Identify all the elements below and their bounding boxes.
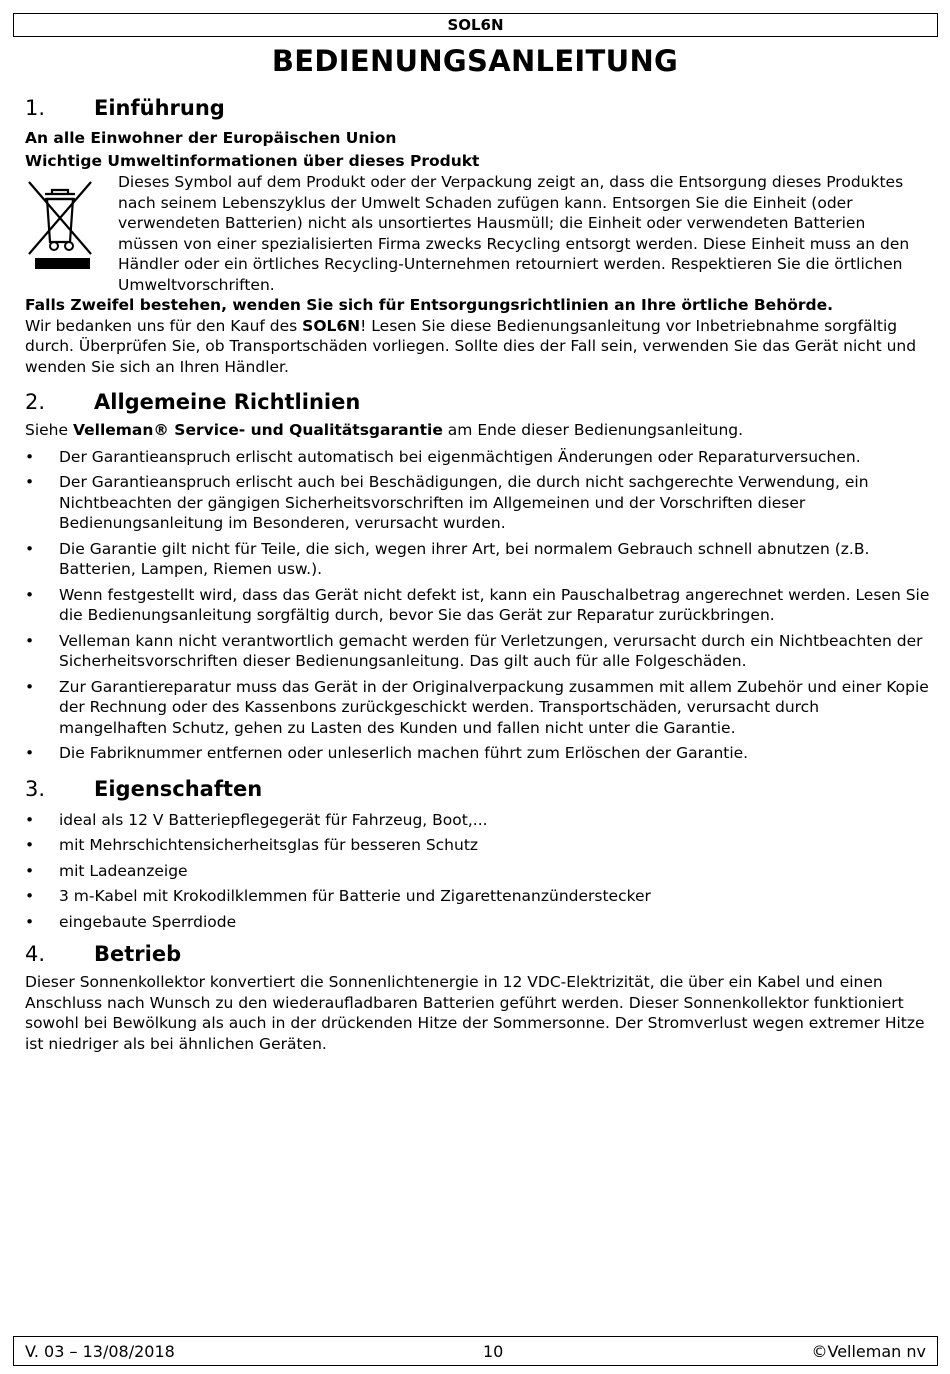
list-item-text: Der Garantieanspruch erlischt automatisch bei eigenmächtigen Änderungen oder Reparaturversuchen. xyxy=(59,447,861,466)
section-number: 4. xyxy=(25,942,46,966)
bullet: • xyxy=(25,912,35,931)
section-number: 3. xyxy=(25,776,46,801)
section-title: Allgemeine Richtlinien xyxy=(94,390,361,414)
section-number: 1. xyxy=(25,96,46,120)
intro-text-rest: am Ende dieser Bedienungsanleitung. xyxy=(442,421,744,439)
bullet: • xyxy=(25,744,35,762)
section-2-heading xyxy=(25,386,930,418)
doubt-notice: Falls Zweifel bestehen, wenden Sie sich für Entsorgungsrichtlinien an Ihre örtliche Behörde. xyxy=(25,296,834,314)
list-item xyxy=(25,835,930,856)
main-content xyxy=(25,92,930,1054)
section-4-heading xyxy=(25,938,930,970)
list-item xyxy=(25,585,930,626)
footer-version: V. 03 – 13/08/2018 xyxy=(25,1341,175,1361)
section-title: Betrieb xyxy=(94,942,182,966)
operation-text: Dieser Sonnenkollektor konvertiert die Sonnenlichtenergie in 12 VDC-Elektrizität, die über ein Kabel und einen Anschluss nach Wunsch zu den wiederaufladbaren Batterien geführt werden. Dieser Sonnenkollektor funktioniert sowohl bei Bewölkung als auch in der drückenden Hitze der Sommersonne. Der Stromverlust wegen extremer Hitze ist niedriger als bei ähnlichen Geräten. xyxy=(25,973,925,1053)
bullet: • xyxy=(25,810,35,829)
thanks-model: SOL6N xyxy=(302,316,361,335)
section-number: 2. xyxy=(25,390,46,414)
list-item xyxy=(25,472,930,534)
footer-copyright: ©Velleman nv xyxy=(811,1341,926,1361)
weee-block xyxy=(25,172,930,295)
guarantee-link-text: Velleman® Service- und Qualitätsgarantie xyxy=(72,421,443,439)
thanks-text-rest: ! Lesen Sie diese Bedienungsanleitung vor Inbetriebnahme sorgfältig durch. Überprüfen Sie, ob Transportschäden vorliegen. Sollte dies der Fall sein, verwenden Sie das Gerät nicht und wenden Sie sich an Ihren Händler. xyxy=(25,316,917,376)
list-item xyxy=(25,631,930,672)
list-item-text: 3 m-Kabel mit Krokodilklemmen für Batterie und Zigarettenanzünderstecker xyxy=(59,887,651,905)
bullet: • xyxy=(25,447,35,466)
page-header xyxy=(13,13,938,37)
section-title: Einführung xyxy=(94,96,225,120)
list-item-text: ideal als 12 V Batteriepflegegerät für Fahrzeug, Boot,... xyxy=(59,810,488,829)
header-model: SOL6N xyxy=(447,16,504,34)
list-item xyxy=(25,743,930,764)
list-item xyxy=(25,447,930,468)
bullet: • xyxy=(25,887,35,905)
list-item-text: Wenn festgestellt wird, dass das Gerät nicht defekt ist, kann ein Pauschalbetrag angerechnet werden. Lesen Sie die Bedienungsanleitung sorgfältig durch, bevor Sie das Gerät zur Reparatur zurückbringen. xyxy=(59,585,930,624)
eu-residents-line: An alle Einwohner der Europäischen Union xyxy=(25,129,397,147)
features-list xyxy=(25,810,930,933)
list-item-text: eingebaute Sperrdiode xyxy=(59,912,237,931)
bullet: • xyxy=(25,677,35,696)
page-title: BEDIENUNGSANLEITUNG xyxy=(271,44,679,78)
section-1-heading xyxy=(25,92,930,124)
footer-page-number: 10 xyxy=(482,1341,504,1361)
list-item xyxy=(25,539,930,580)
environment-info-line: Wichtige Umweltinformationen über dieses Produkt xyxy=(25,151,480,170)
bullet: • xyxy=(25,539,35,558)
section-3-heading xyxy=(25,773,930,805)
bullet: • xyxy=(25,631,35,650)
list-item-text: Der Garantieanspruch erlischt auch bei Beschädigungen, die durch nicht sachgerechte Verwendung, ein Nichtbeachten der gängigen Sicherheitsvorschriften im Allgemeinen und der Vorschriften dieser Bedienungsanleitung im Besonderen, verursacht wurden. xyxy=(59,473,869,532)
list-item-text: mit Ladeanzeige xyxy=(59,861,188,880)
bullet: • xyxy=(25,836,35,854)
thanks-paragraph xyxy=(25,316,930,378)
crossed-out-wheelie-bin-icon xyxy=(25,172,118,295)
list-item-text: Die Fabriknummer entfernen oder unleserlich machen führt zum Erlöschen der Garantie. xyxy=(59,744,749,762)
list-item-text: mit Mehrschichtensicherheitsglas für besseren Schutz xyxy=(59,836,479,854)
list-item xyxy=(25,677,930,739)
list-item xyxy=(25,861,930,882)
list-item-text: Zur Garantiereparatur muss das Gerät in der Originalverpackung zusammen mit allem Zubehör und einer Kopie der Rechnung oder des Kassenbons zurückgeschickt werden. Transportschäden, verursacht durch mangelhaften Schutz, gehen zu Lasten des Kunden und fallen nicht unter die Garantie. xyxy=(59,677,929,737)
guarantee-list xyxy=(25,447,930,764)
intro-text: Siehe xyxy=(25,421,73,439)
weee-text: Dieses Symbol auf dem Produkt oder der Verpackung zeigt an, dass die Entsorgung dieses Produktes nach seinem Lebenszyklus der Umwelt Schaden zufügen kann. Entsorgen Sie die Einheit (oder verwendeten Batterien) nicht als unsortiertes Hausmüll; die Einheit oder verwendeten Batterien müssen von einer spezialisierten Firma zwecks Recycling entsorgt werden. Diese Einheit muss an den Händler oder ein örtliches Recycling-Unternehmen retourniert werden. Respektieren Sie die örtlichen Umweltvorschriften. xyxy=(118,173,910,294)
page-footer xyxy=(13,1336,938,1366)
list-item xyxy=(25,912,930,933)
bullet: • xyxy=(25,473,35,491)
guarantee-intro xyxy=(25,420,930,441)
thanks-text: Wir bedanken uns für den Kauf des xyxy=(25,316,303,335)
list-item xyxy=(25,886,930,907)
list-item-text: Velleman kann nicht verantwortlich gemacht werden für Verletzungen, verursacht durch ein Nichtbeachten der Sicherheitsvorschriften dieser Bedienungsanleitung. Das gilt auch für alle Folgeschäden. xyxy=(59,631,923,670)
list-item-text: Die Garantie gilt nicht für Teile, die sich, wegen ihrer Art, bei normalem Gebrauch schnell abnutzen (z.B. Batterien, Lampen, Riemen usw.). xyxy=(59,539,870,578)
list-item xyxy=(25,810,930,831)
bullet: • xyxy=(25,861,35,880)
bullet: • xyxy=(25,585,35,604)
section-title: Eigenschaften xyxy=(94,776,263,801)
